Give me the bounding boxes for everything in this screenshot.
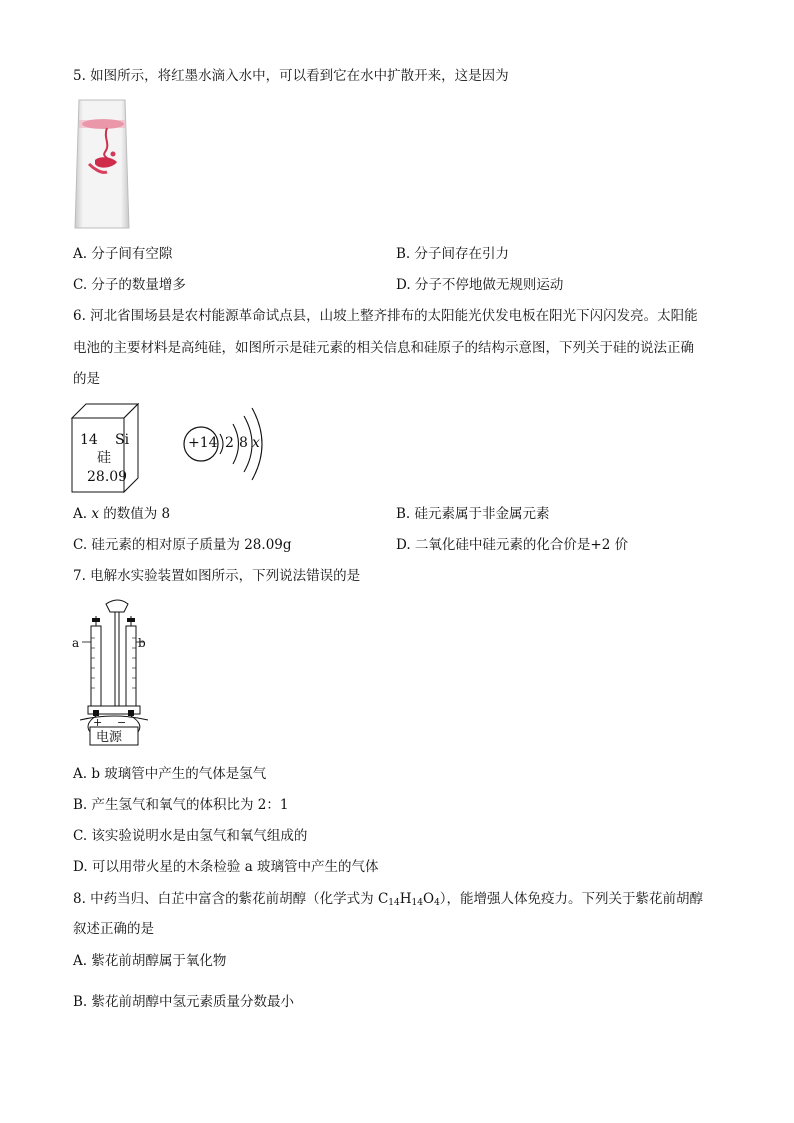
formula-h: H [399, 891, 412, 907]
element-atomic-mass: 28.09 [87, 469, 128, 485]
q6-option-a-text: 的数值为 8 [98, 506, 171, 522]
red-ink-beaker-photo [73, 98, 131, 230]
electron-shell-2: 8 [239, 435, 248, 451]
q6-stem-line2: 电池的主要材料是高纯硅，如图所示是硅元素的相关信息和硅原子的结构示意图，下列关于硅的说法正确 [73, 340, 694, 356]
q8-option-b: B. 紫花前胡醇中氢元素质量分数最小 [73, 994, 295, 1010]
q8-stem-part1: 8. 中药当归、白芷中富含的紫花前胡醇（化学式为 C [73, 891, 389, 907]
q6-option-b: B. 硅元素属于非金属元素 [396, 506, 550, 522]
q6-option-a-prefix: A. [73, 506, 92, 522]
formula-subscript-h: 14 [411, 898, 423, 908]
element-name: 硅 [97, 450, 111, 466]
positive-terminal: + [93, 716, 103, 729]
q5-option-d: D. 分子不停地做无规则运动 [396, 277, 564, 293]
q6-stem-line3: 的是 [73, 371, 100, 387]
q6-option-c: C. 硅元素的相对原子质量为 28.09g [73, 537, 292, 553]
q6-option-a [73, 505, 170, 523]
q6-stem-line1: 6. 河北省围场县是农村能源革命试点县，山坡上整齐排布的太阳能光伏发电板在阳光下闪闪发亮。太阳能 [73, 308, 698, 324]
power-supply-label: 电源 [96, 730, 123, 745]
q7-option-d: D. 可以用带火星的木条检验 a 玻璃管中产生的气体 [73, 859, 379, 875]
negative-terminal: − [117, 716, 127, 729]
q5-option-b: B. 分子间存在引力 [396, 246, 510, 262]
q8-stem-line2: 叙述正确的是 [73, 921, 154, 937]
q8-stem-part2: ），能增强人体免疫力。下列关于紫花前胡醇 [439, 891, 704, 907]
q8-stem-line1 [73, 890, 703, 912]
electron-shell-3: x [252, 435, 260, 451]
water-electrolysis-apparatus [70, 598, 160, 748]
q6-option-d: D. 二氧化硅中硅元素的化合价是+2 价 [396, 537, 629, 553]
q5-option-a: A. 分子间有空隙 [73, 246, 173, 262]
q7-option-b: B. 产生氢气和氧气的体积比为 2：1 [73, 797, 289, 813]
formula-o: O [422, 891, 435, 907]
element-atomic-number: 14 [80, 432, 98, 448]
element-symbol: Si [115, 432, 130, 448]
tube-label-a: a [72, 636, 80, 650]
formula-subscript-o: 4 [434, 898, 440, 908]
electron-shell-1: 2 [225, 435, 234, 451]
formula-subscript-c: 14 [388, 898, 400, 908]
q7-option-c: C. 该实验说明水是由氢气和氧气组成的 [73, 828, 308, 844]
q7-option-a: A. b 玻璃管中产生的气体是氢气 [73, 766, 267, 782]
q5-stem: 5. 如图所示，将红墨水滴入水中，可以看到它在水中扩散开来，这是因为 [73, 68, 509, 84]
q6-option-a-variable: x [91, 506, 99, 522]
nucleus-charge: +14 [188, 435, 218, 451]
q7-stem: 7. 电解水实验装置如图所示，下列说法错误的是 [73, 568, 361, 584]
tube-label-b: b [138, 636, 146, 650]
q8-option-a: A. 紫花前胡醇属于氧化物 [73, 953, 227, 969]
q5-option-c: C. 分子的数量增多 [73, 277, 186, 293]
